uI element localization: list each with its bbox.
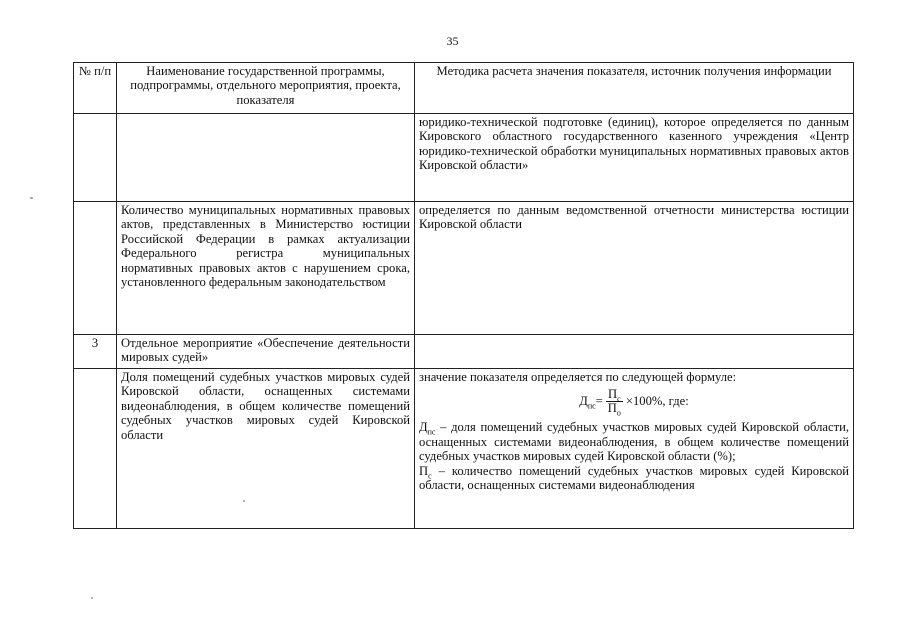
header-number: № п/п <box>74 63 117 114</box>
row-name: Отдельное мероприятие «Обеспечение деятельности мировых судей» <box>117 335 415 369</box>
row-method <box>415 369 854 529</box>
table-header-row <box>74 63 854 114</box>
definition-dps: $Д_{пс}$ – доля помещений судебных участков мировых судей Кировской области, оснащенных системами видеонаблюдения, в общем количестве помещений судебных участков мировых судей Кировской области (%); <box>419 420 849 464</box>
page-number: 35 <box>446 34 459 48</box>
scan-speck <box>30 197 33 199</box>
row-name <box>117 114 415 202</box>
row-number <box>74 369 117 529</box>
row-method: определяется по данным ведомственной отчетности министерства юстиции Кировской области <box>415 202 854 335</box>
table-row <box>74 369 854 529</box>
scan-speck <box>243 500 245 502</box>
row-name: Количество муниципальных нормативных правовых актов, представленных в Министерство юстиции Российской Федерации в рамках актуализации Федерального регистра муниципальных нормативных правовых актов с нарушением срока, установленного федеральным законодательством <box>117 202 415 335</box>
table-row <box>74 114 854 202</box>
indicator-methodology-table <box>73 62 854 529</box>
table-row <box>74 202 854 335</box>
table-row <box>74 335 854 369</box>
formula-tail: ×100%, где: <box>625 394 689 409</box>
row-number: 3 <box>74 335 117 369</box>
formula <box>419 384 849 418</box>
header-method: Методика расчета значения показателя, источник получения информации <box>415 63 854 114</box>
header-name: Наименование государственной программы, подпрограммы, отдельного мероприятия, проекта, показателя <box>117 63 415 114</box>
method-intro: значение показателя определяется по следующей формуле: <box>419 370 737 384</box>
row-name: Доля помещений судебных участков мировых судей Кировской области, оснащенных системами видеонаблюдения, в общем количестве помещений судебных участков мировых судей Кировской области <box>117 369 415 529</box>
formula-denominator: $П_о$ <box>607 400 621 418</box>
formula-eq: = <box>595 394 603 409</box>
formula-fraction <box>606 386 623 418</box>
formula-numerator: $П_с$ <box>608 386 621 404</box>
scan-speck <box>91 597 93 599</box>
row-number <box>74 202 117 335</box>
definition-ps: $П_с$ – количество помещений судебных участков мировых судей Кировской области, оснащенных системами видеонаблюдения <box>419 463 849 493</box>
row-method: юридико-технической подготовке (единиц), которое определяется по данным Кировского областного государственного казенного учреждения «Центр юридико-технической обработки муниципальных нормативных правовых актов Кировской области» <box>415 114 854 202</box>
row-number <box>74 114 117 202</box>
formula-lhs: $Д_{пс}$ <box>579 394 596 411</box>
row-method <box>415 335 854 369</box>
